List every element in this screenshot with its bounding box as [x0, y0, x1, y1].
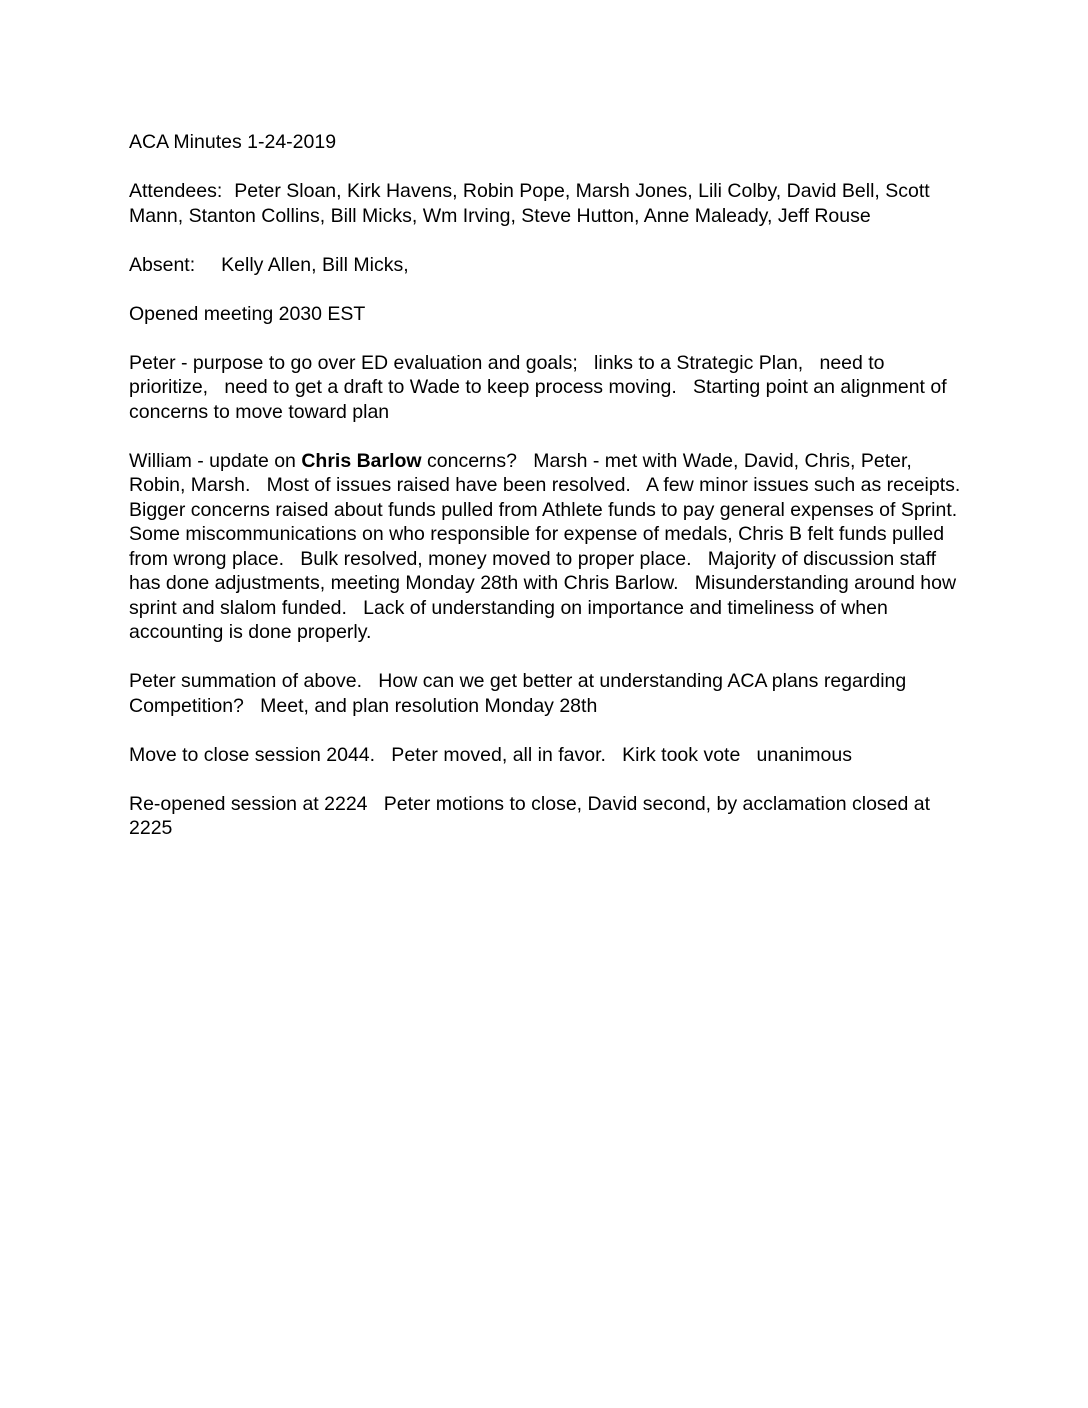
absent-label: Absent: [129, 253, 196, 276]
peter-summation-paragraph [129, 669, 969, 718]
absent-paragraph [129, 253, 969, 278]
opened-text: Opened meeting 2030 EST [129, 302, 366, 325]
peter-summation-text: Peter summation of above. How can we get better at understanding ACA plans regarding Competition? Meet, and plan resolution Monday 28th [129, 670, 912, 717]
william-paragraph [129, 449, 977, 645]
close-session-paragraph [129, 743, 969, 768]
attendees-paragraph [129, 179, 969, 228]
attendees-label: Attendees: [129, 180, 223, 202]
william-prefix: William - update on [129, 449, 302, 472]
chris-barlow-bold: Chris Barlow [301, 449, 422, 472]
peter-purpose-paragraph [129, 351, 969, 425]
document-title [129, 130, 969, 155]
william-rest: concerns? Marsh - met with Wade, David, Chris, Peter, Robin, Marsh. Most of issues raised have been resolved. A few minor issues such as receipts. Bigger concerns raised about funds pulled from Athlete funds to pay general expenses of Sprint. Some miscommunications on who responsible for expense of medals, Chris B felt funds pulled from wrong place. Bulk resolved, money moved to proper place. Majority of discussion staff has done adjustments, meeting Monday 28th with Chris Barlow. Misunderstanding around how sprint and slalom funded. Lack of understanding on importance and timeliness of when accounting is done properly. [129, 449, 977, 643]
title-text: ACA Minutes 1-24-2019 [129, 131, 337, 153]
minutes-body [129, 130, 977, 865]
attendees-names: Peter Sloan, Kirk Havens, Robin Pope, Marsh Jones, Lili Colby, David Bell, Scott Mann, Stanton Collins, Bill Micks, Wm Irving, Steve Hutton, Anne Maleady, Jeff Rouse [129, 180, 936, 227]
reopened-paragraph [129, 792, 969, 841]
reopened-text: Re-opened session at 2224 Peter motions to close, David second, by acclamation closed at 2225 [129, 792, 936, 839]
absent-names: Kelly Allen, Bill Micks, [221, 253, 409, 276]
opened-paragraph [129, 302, 969, 327]
close-session-text: Move to close session 2044. Peter moved, all in favor. Kirk took vote unanimous [129, 743, 852, 766]
peter-purpose-text: Peter - purpose to go over ED evaluation and goals; links to a Strategic Plan, need to prioritize, need to get a draft to Wade to keep process moving. Starting point an alignment of concerns to move toward plan [129, 351, 953, 423]
